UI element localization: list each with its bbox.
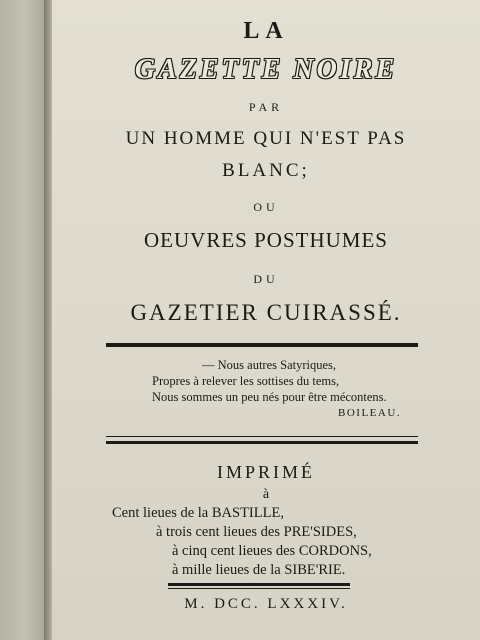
du-line: DU <box>253 272 279 286</box>
epigraph-attribution: BOILEAU. <box>338 407 402 419</box>
imprime-heading: IMPRIMÉ <box>216 462 315 482</box>
par-line: PAR <box>248 100 284 114</box>
imprint-place-4: à mille lieues de la SIBE'RIE. <box>172 562 346 578</box>
epigraph-line-1: — Nous autres Satyriques, <box>202 358 337 372</box>
bottom-rule-bottom <box>168 588 350 589</box>
alternate-title: OEUVRES POSTHUMES <box>144 228 388 252</box>
author-line-2: BLANC; <box>222 160 310 181</box>
ou-line: OU <box>253 200 279 214</box>
gazetier-title: GAZETIER CUIRASSÉ. <box>130 300 402 325</box>
facing-page-edge <box>0 0 46 640</box>
epigraph-line-3: Nous sommes un peu nés pour être mécontens. <box>152 390 387 404</box>
imprint-place-2: à trois cent lieues des PRE'SIDES, <box>156 524 357 540</box>
epigraph-line-2: Propres à relever les sottises du tems, <box>152 374 340 388</box>
top-thick-rule <box>106 343 418 347</box>
author-line-1: UN HOMME QUI N'EST PAS <box>125 128 407 149</box>
title-page <box>52 0 480 640</box>
imprint-place-3: à cinq cent lieues des CORDONS, <box>172 543 372 559</box>
middle-rule-bottom <box>106 441 418 444</box>
title-article: LA <box>243 18 289 44</box>
imprint-date: M. DCC. LXXXIV. <box>184 596 348 612</box>
main-title: GAZETTE NOIRE <box>134 54 398 85</box>
imprint-a: à <box>262 487 270 502</box>
bottom-rule-top <box>168 583 350 586</box>
middle-rule-top <box>106 436 418 437</box>
imprint-place-1: Cent lieues de la BASTILLE, <box>112 505 284 521</box>
